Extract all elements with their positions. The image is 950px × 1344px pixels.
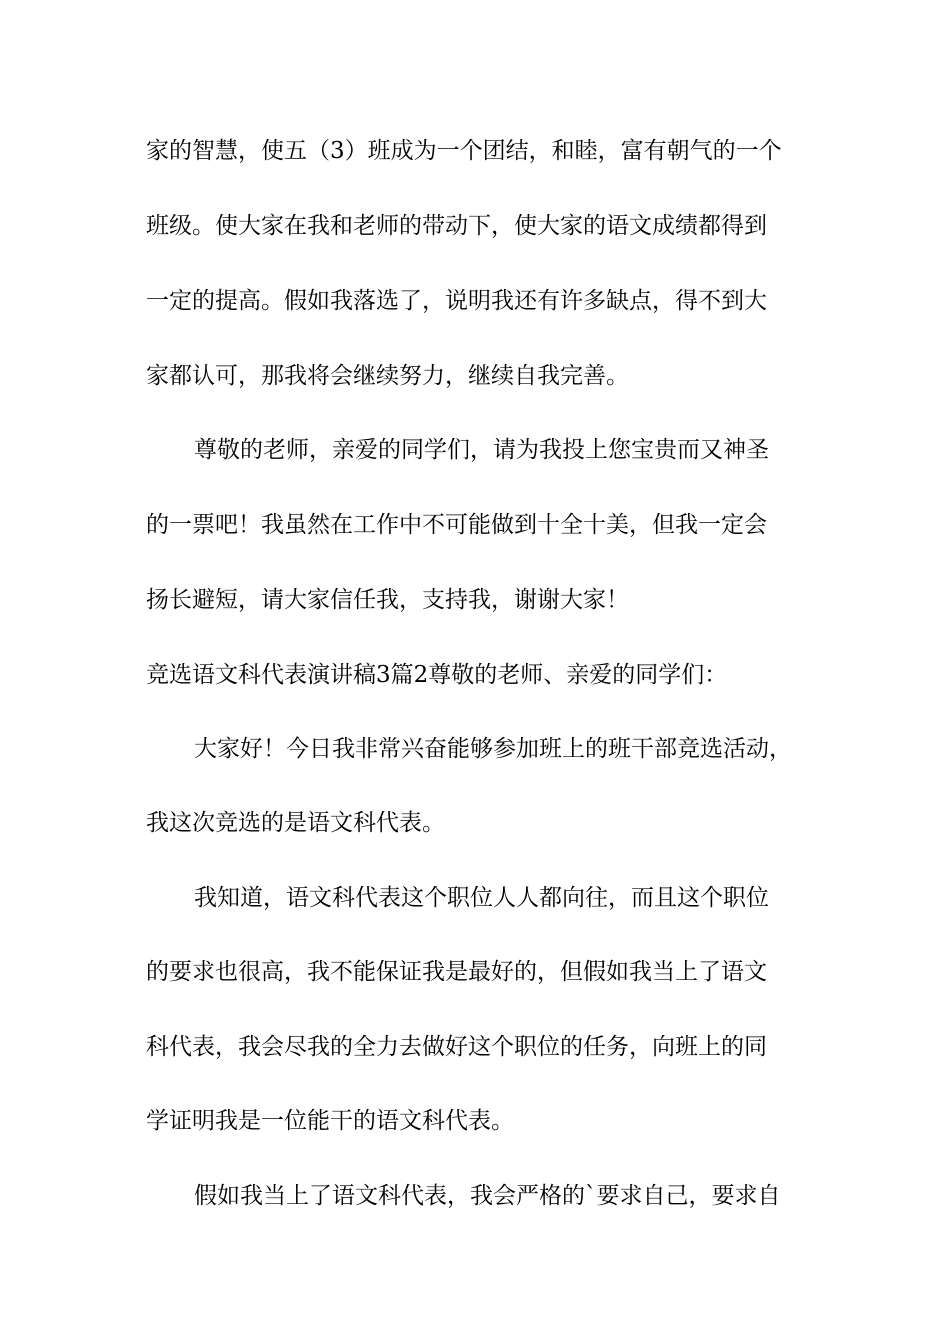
- paragraph-line-3: 一定的提高。假如我落选了，说明我还有许多缺点，得不到大: [146, 288, 767, 314]
- paragraph-line-14: 学证明我是一位能干的语文科代表。: [146, 1108, 514, 1134]
- paragraph-line-11: 我知道，语文科代表这个职位人人都向往，而且这个职位: [194, 885, 769, 911]
- paragraph-line-13: 科代表，我会尽我的全力去做好这个职位的任务，向班上的同: [146, 1034, 767, 1060]
- paragraph-line-15: 假如我当上了语文科代表，我会严格的`要求自己，要求自: [194, 1183, 781, 1209]
- paragraph-line-5: 尊敬的老师，亲爱的同学们，请为我投上您宝贵而又神圣: [194, 437, 769, 463]
- paragraph-line-4: 家都认可，那我将会继续努力，继续自我完善。: [146, 363, 629, 389]
- section-heading-line: 竞选语文科代表演讲稿3篇2尊敬的老师、亲爱的同学们：: [146, 662, 728, 688]
- paragraph-line-10: 我这次竞选的是语文科代表。: [146, 810, 445, 836]
- paragraph-line-6: 的一票吧！我虽然在工作中不可能做到十全十美，但我一定会: [146, 512, 767, 538]
- paragraph-line-12: 的要求也很高，我不能保证我是最好的，但假如我当上了语文: [146, 959, 767, 985]
- paragraph-line-9: 大家好！今日我非常兴奋能够参加班上的班干部竞选活动，: [194, 736, 792, 762]
- paragraph-line-1: 家的智慧，使五（3）班成为一个团结，和睦，富有朝气的一个: [146, 138, 782, 164]
- paragraph-line-2: 班级。使大家在我和老师的带动下，使大家的语文成绩都得到: [146, 213, 767, 239]
- paragraph-line-7: 扬长避短，请大家信任我，支持我，谢谢大家！: [146, 587, 629, 613]
